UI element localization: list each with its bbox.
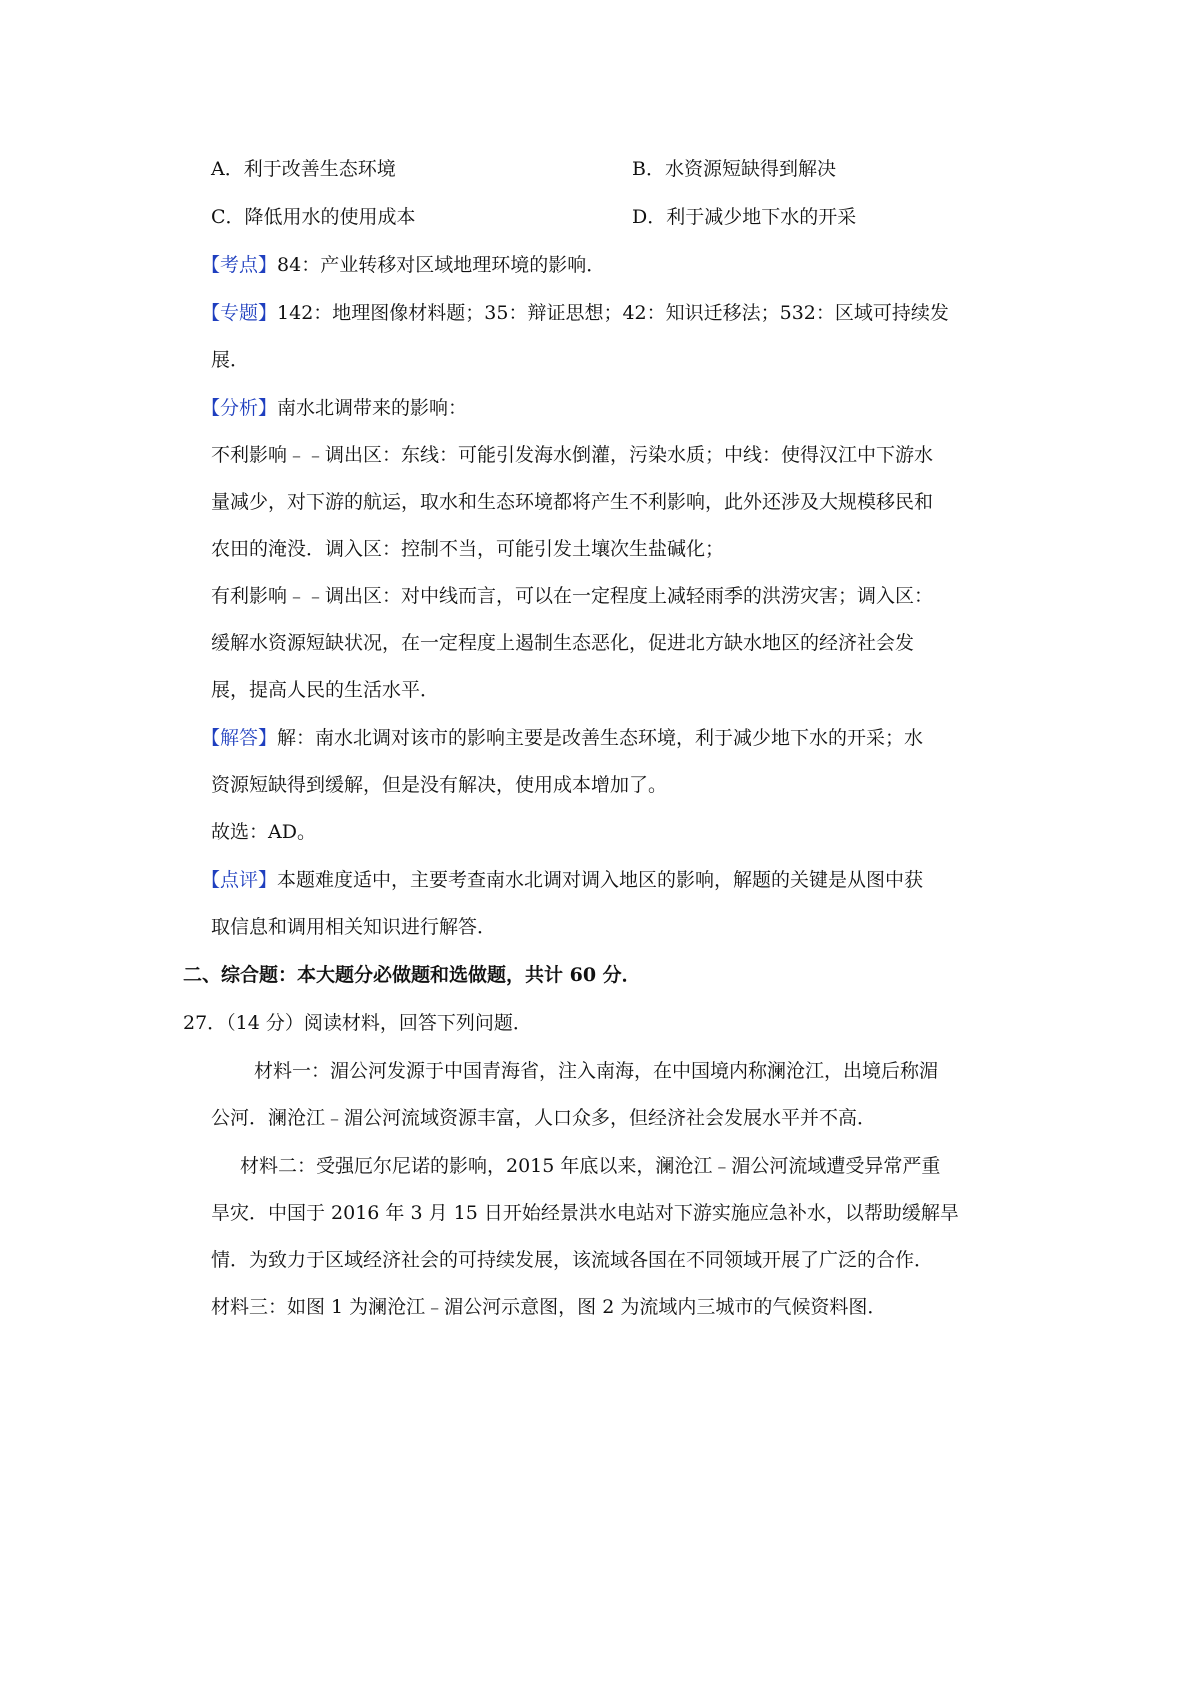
zhuanti-text: 142：地理图像材料题；35：辩证思想；42：知识迁移法；532：区域可持续发 xyxy=(277,302,949,324)
dianping-text: 本题难度适中，主要考查南水北调对调入地区的影响，解题的关键是从图中获 xyxy=(277,869,924,891)
fenxi-line-3: 农田的淹没．调入区：控制不当，可能引发土壤次生盐碱化； xyxy=(211,538,725,560)
zhuanti-tag: 【专题】 xyxy=(201,302,278,324)
kaodian-text: 84：产业转移对区域地理环境的影响． xyxy=(277,254,606,276)
material-3-line: 材料三：如图 1 为澜沧江﹣湄公河示意图，图 2 为流域内三城市的气候资料图． xyxy=(211,1296,887,1318)
fenxi-line-5: 缓解水资源短缺状况，在一定程度上遏制生态恶化，促进北方缺水地区的经济社会发 xyxy=(211,632,915,654)
jieda-tag: 【解答】 xyxy=(201,727,278,749)
kaodian-tag: 【考点】 xyxy=(201,254,278,276)
jieda-answer: 故选：AD。 xyxy=(211,821,316,843)
jieda-text-cont: 资源短缺得到缓解，但是没有解决，使用成本增加了。 xyxy=(211,774,668,796)
material-2-line-1: 材料二：受强厄尔尼诺的影响，2015 年底以来，澜沧江﹣湄公河流域遭受异常严重 xyxy=(240,1155,941,1177)
fenxi-text: 南水北调带来的影响： xyxy=(277,397,468,419)
section-heading: 二、综合题：本大题分必做题和选做题，共计 60 分． xyxy=(183,964,641,986)
dianping-text-cont: 取信息和调用相关知识进行解答． xyxy=(211,916,497,938)
fenxi-line-4: 有利影响﹣﹣调出区：对中线而言，可以在一定程度上减轻雨季的洪涝灾害；调入区： xyxy=(211,585,934,607)
material-1-line-2: 公河．澜沧江﹣湄公河流域资源丰富，人口众多，但经济社会发展水平并不高． xyxy=(211,1107,877,1129)
fenxi-line-6: 展，提高人民的生活水平． xyxy=(211,679,440,701)
dianping-line xyxy=(201,866,923,894)
jieda-line xyxy=(201,724,923,752)
material-2-line-3: 情．为致力于区域经济社会的可持续发展，该流域各国在不同领域开展了广泛的合作． xyxy=(211,1249,934,1271)
option-b: B．水资源短缺得到解决 xyxy=(632,158,836,180)
fenxi-line-1: 不利影响﹣﹣调出区：东线：可能引发海水倒灌，污染水质；中线：使得汉江中下游水 xyxy=(211,444,934,466)
option-c: C．降低用水的使用成本 xyxy=(211,206,416,228)
zhuanti-text-cont: 展． xyxy=(211,349,250,371)
kaodian-line xyxy=(201,251,605,279)
material-1-line-1: 材料一：湄公河发源于中国青海省，注入南海，在中国境内称澜沧江，出境后称湄 xyxy=(254,1060,939,1082)
fenxi-line xyxy=(201,394,467,422)
question-27-header: 27．（14 分）阅读材料，回答下列问题． xyxy=(183,1012,532,1034)
fenxi-tag: 【分析】 xyxy=(201,397,278,419)
zhuanti-line xyxy=(201,299,949,327)
fenxi-line-2: 量减少，对下游的航运，取水和生态环境都将产生不利影响，此外还涉及大规模移民和 xyxy=(211,491,934,513)
material-2-line-2: 旱灾．中国于 2016 年 3 月 15 日开始经景洪水电站对下游实施应急补水，以帮助缓解旱 xyxy=(211,1202,959,1224)
option-d: D．利于减少地下水的开采 xyxy=(632,206,857,228)
jieda-text: 解：南水北调对该市的影响主要是改善生态环境，利于减少地下水的开采；水 xyxy=(277,727,924,749)
option-a: A．利于改善生态环境 xyxy=(211,158,396,180)
dianping-tag: 【点评】 xyxy=(201,869,278,891)
